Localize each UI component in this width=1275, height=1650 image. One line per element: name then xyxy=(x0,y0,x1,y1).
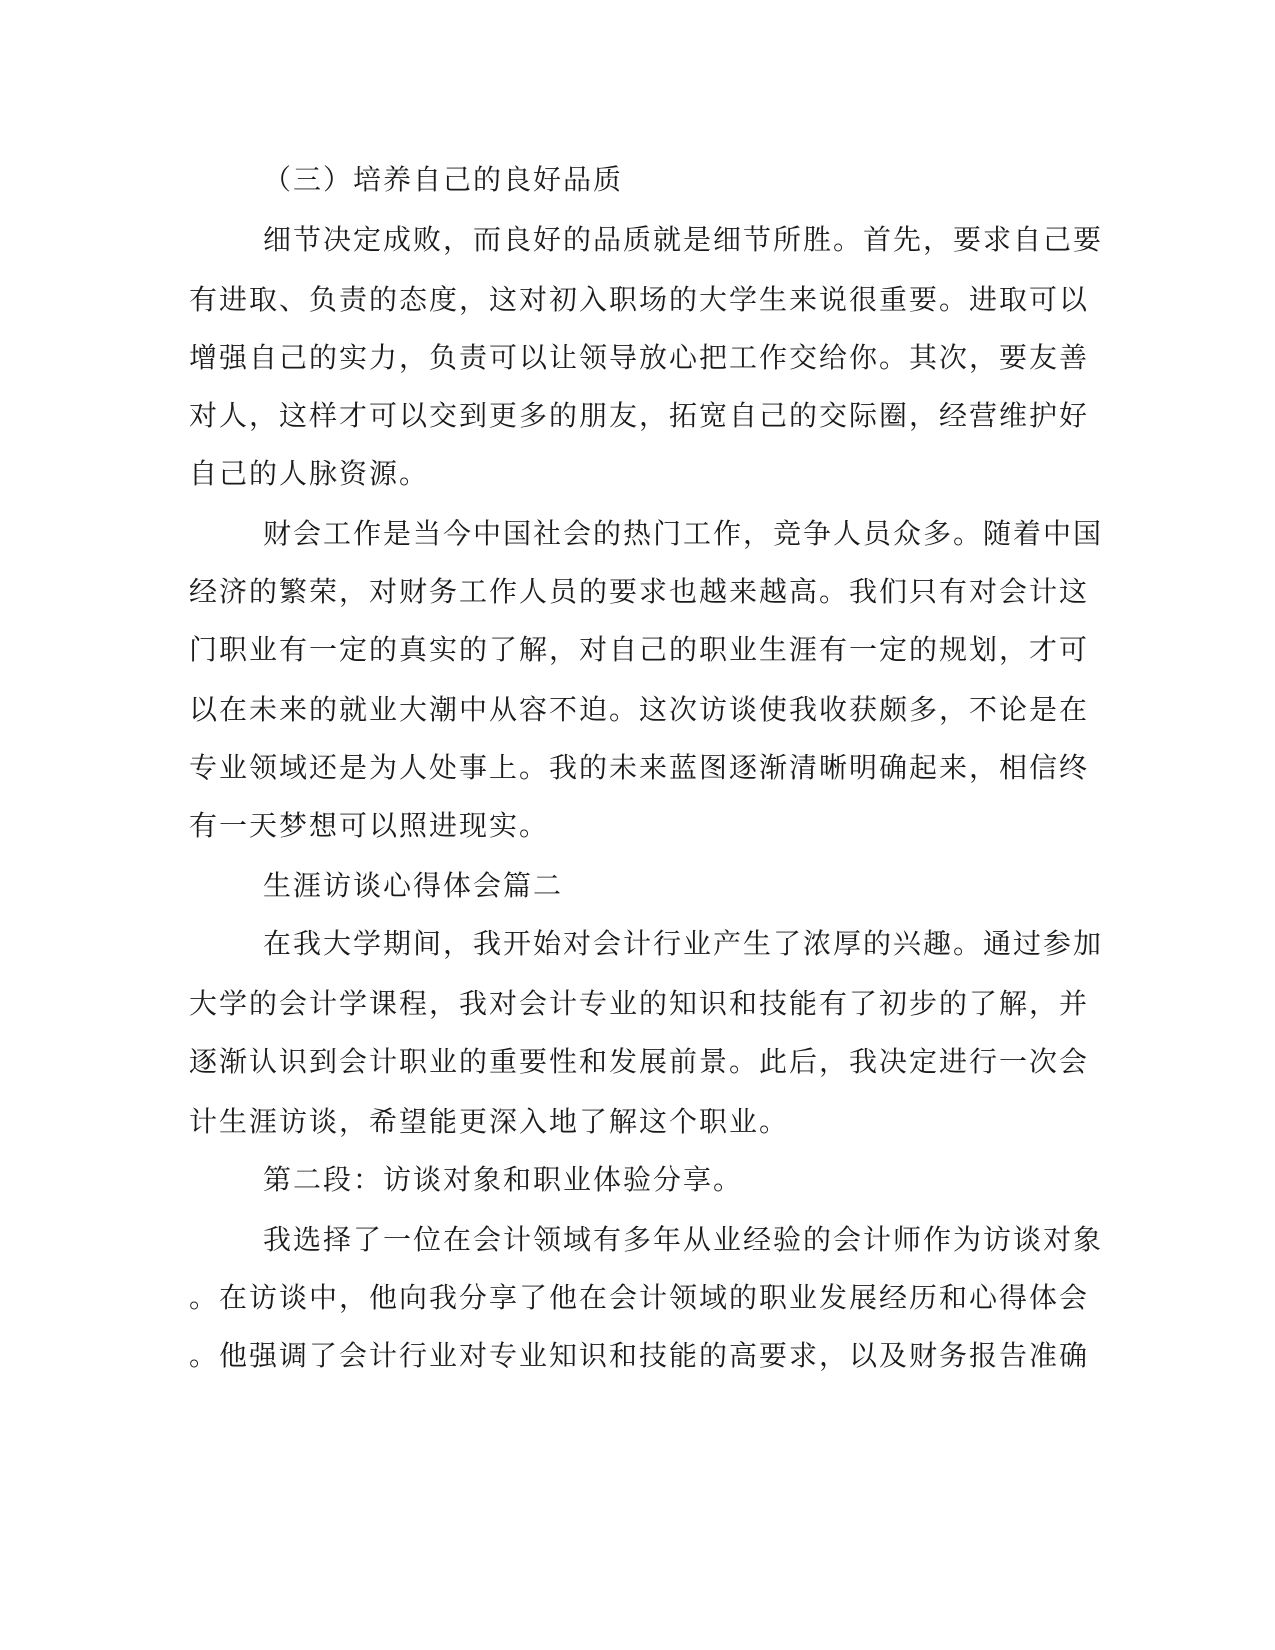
paragraph-line: 以在未来的就业大潮中从容不迫。这次访谈使我收获颇多，不论是在 xyxy=(189,693,1090,726)
paragraph-line: 增强自己的实力，负责可以让领导放心把工作交给你。其次，要友善 xyxy=(189,341,1090,374)
paragraph-line: 有进取、负责的态度，这对初入职场的大学生来说很重要。进取可以 xyxy=(189,283,1090,316)
paragraph-line: 。他强调了会计行业对专业知识和技能的高要求，以及财务报告准确 xyxy=(189,1339,1090,1372)
paragraph-line: 专业领域还是为人处事上。我的未来蓝图逐渐清晰明确起来，相信终 xyxy=(189,751,1090,784)
paragraph-line: 计生涯访谈，希望能更深入地了解这个职业。 xyxy=(189,1105,790,1138)
article-subtitle: 生涯访谈心得体会篇二 xyxy=(263,869,564,902)
paragraph-line: 财会工作是当今中国社会的热门工作，竞争人员众多。随着中国 xyxy=(263,517,1104,550)
paragraph-line: 自己的人脉资源。 xyxy=(189,457,430,490)
paragraph-line: 我选择了一位在会计领域有多年从业经验的会计师作为访谈对象 xyxy=(263,1223,1104,1256)
paragraph-line: 门职业有一定的真实的了解，对自己的职业生涯有一定的规划，才可 xyxy=(189,633,1090,666)
section-heading: 第二段：访谈对象和职业体验分享。 xyxy=(263,1163,744,1196)
paragraph-line: 细节决定成败，而良好的品质就是细节所胜。首先，要求自己要 xyxy=(263,223,1104,256)
paragraph-line: 。在访谈中，他向我分享了他在会计领域的职业发展经历和心得体会 xyxy=(189,1281,1090,1314)
paragraph-line: 在我大学期间，我开始对会计行业产生了浓厚的兴趣。通过参加 xyxy=(263,927,1104,960)
section-heading: （三）培养自己的良好品质 xyxy=(263,163,624,196)
paragraph-line: 有一天梦想可以照进现实。 xyxy=(189,809,550,842)
paragraph-line: 经济的繁荣，对财务工作人员的要求也越来越高。我们只有对会计这 xyxy=(189,575,1090,608)
paragraph-line: 对人，这样才可以交到更多的朋友，拓宽自己的交际圈，经营维护好 xyxy=(189,399,1090,432)
paragraph-line: 大学的会计学课程，我对会计专业的知识和技能有了初步的了解，并 xyxy=(189,987,1090,1020)
paragraph-line: 逐渐认识到会计职业的重要性和发展前景。此后，我决定进行一次会 xyxy=(189,1045,1090,1078)
